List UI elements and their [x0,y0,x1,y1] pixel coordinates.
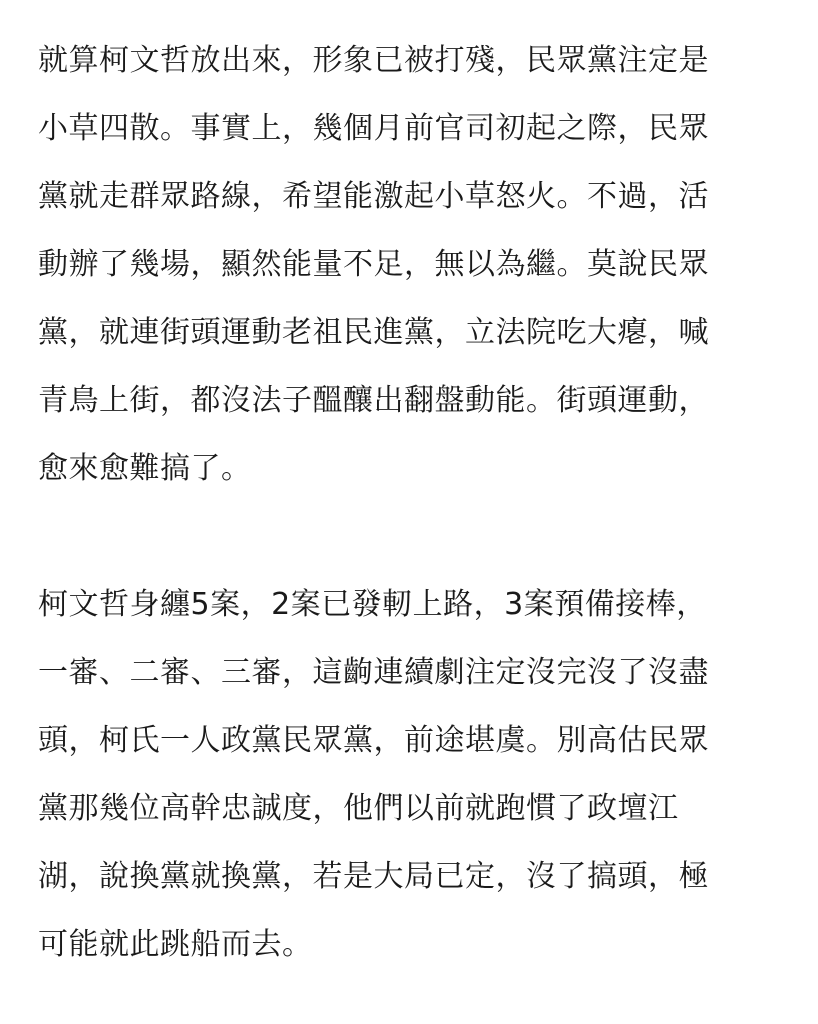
text-line: 就算柯文哲放出來，形象已被打殘，民眾黨注定是 [38,43,709,78]
text-line: 黨，就連街頭運動老祖民進黨，立法院吃大瘪，喊 [38,315,709,350]
text-line: 小草四散。事實上，幾個月前官司初起之際，民眾 [38,111,709,146]
paragraph-spacer [38,503,798,571]
text-line: 柯文哲身纏5案，2案已發軔上路，3案預備接棒， [38,587,707,622]
paragraph-1 [38,27,798,503]
text-line: 青鳥上街，都沒法子醞釀出翻盤動能。街頭運動， [38,383,709,418]
text-line: 黨那幾位高幹忠誠度，他們以前就跑慣了政壇江 [38,791,679,826]
article-body [38,27,798,979]
text-line: 黨就走群眾路線，希望能激起小草怒火。不過，活 [38,179,709,214]
paragraph-2 [38,571,798,979]
text-line: 動辦了幾場，顯然能量不足，無以為繼。莫說民眾 [38,247,709,282]
text-line: 可能就此跳船而去。 [38,927,313,962]
text-line: 頭，柯氏一人政黨民眾黨，前途堪虞。別高估民眾 [38,723,709,758]
text-line: 愈來愈難搞了。 [38,451,252,486]
text-line: 湖，說換黨就換黨，若是大局已定，沒了搞頭，極 [38,859,709,894]
text-line: 一審、二審、三審，這齣連續劇注定沒完沒了沒盡 [38,655,709,690]
